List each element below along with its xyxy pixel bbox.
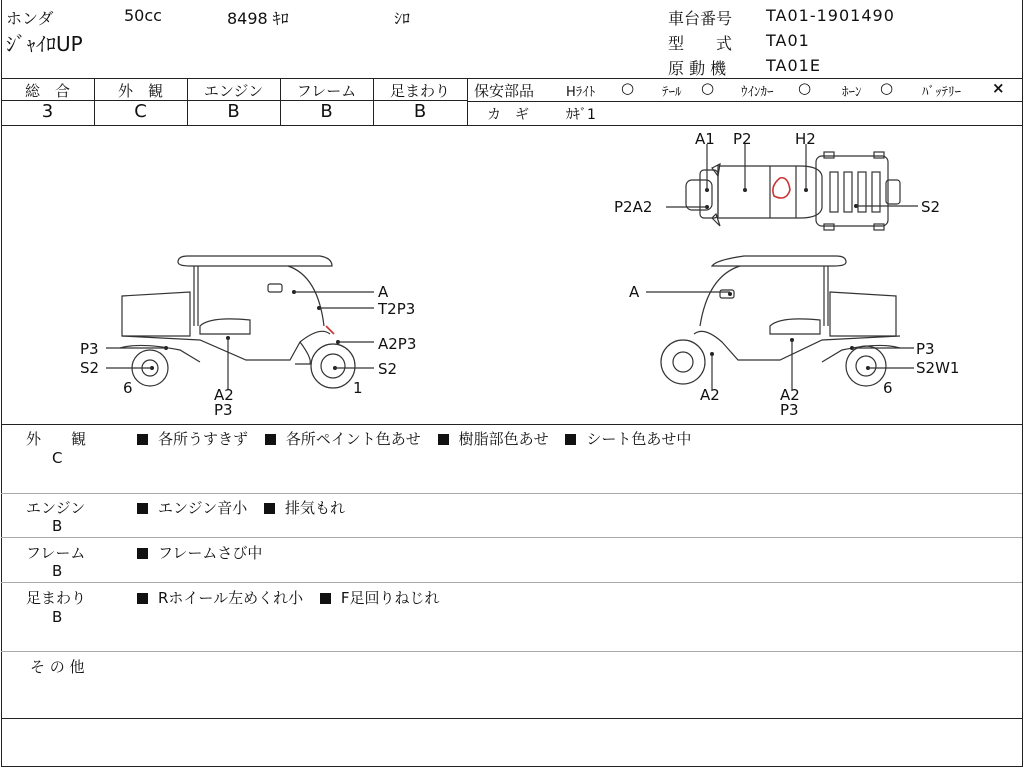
- displacement: 50cc: [124, 6, 162, 25]
- model-name: ｼﾞｬｲﾛUP: [6, 32, 83, 56]
- label-left-p3-bottom: P3: [214, 401, 233, 419]
- remark-label-suspension: 足まわり: [26, 589, 87, 607]
- remark-item: 各所ペイント色あせ: [285, 430, 421, 448]
- key-label: カ ギ: [487, 107, 529, 123]
- safety-mark-battery: ×: [992, 79, 1005, 97]
- engine: TA01E: [766, 56, 821, 75]
- grade-value-exterior: C: [134, 101, 147, 122]
- type-label: 型 式: [668, 34, 733, 53]
- label-right-a: A: [629, 283, 640, 301]
- remark-item: F足回りねじれ: [340, 589, 440, 607]
- safety-item-tail: ﾃｰﾙ: [662, 85, 682, 100]
- remark-label-frame: フレーム: [26, 544, 86, 562]
- label-top-a1: A1: [695, 130, 715, 148]
- remark-item: 排気もれ: [285, 499, 346, 517]
- key-value: ｶｷﾞ1: [566, 107, 596, 123]
- remark-grade-suspension: B: [52, 608, 63, 626]
- label-right-s2w1: S2W1: [916, 359, 960, 377]
- type: TA01: [766, 31, 810, 50]
- remark-item: シート色あせ中: [586, 430, 692, 448]
- grade-value-suspension: B: [413, 101, 427, 122]
- remark-item: フレームさび中: [158, 544, 263, 562]
- safety-item-winker: ｳｲﾝｶｰ: [741, 85, 774, 100]
- remark-grade-engine: B: [52, 517, 63, 535]
- label-left-a2p3: A2P3: [378, 335, 417, 353]
- remark-label-exterior: 外 観: [26, 430, 87, 448]
- engine-label: 原 動 機: [668, 59, 727, 78]
- remark-items-exterior: [137, 428, 703, 449]
- label-top-s2: S2: [921, 198, 941, 216]
- maker: ホンダ: [6, 9, 54, 28]
- color: ｼﾛ: [394, 9, 411, 28]
- grade-value-engine: B: [227, 101, 240, 122]
- remark-item: 樹脂部色あせ: [458, 430, 549, 448]
- label-right-a2-rear: A2: [780, 386, 800, 404]
- remark-grade-frame: B: [52, 562, 63, 580]
- remark-items-suspension: [137, 587, 452, 608]
- mileage: 8498 ｷﾛ: [227, 9, 289, 28]
- grade-label-exterior: 外 観: [117, 82, 163, 100]
- remark-item: Rホイール左めくれ小: [158, 589, 304, 607]
- label-right-6: 6: [883, 379, 893, 397]
- remark-item: エンジン音小: [158, 499, 248, 517]
- label-left-s2-right: S2: [378, 360, 398, 378]
- remark-items-frame: [137, 542, 274, 563]
- remark-label-engine: エンジン: [26, 499, 86, 517]
- top-view: [666, 144, 918, 230]
- grade-label-engine: エンジン: [203, 82, 264, 100]
- label-right-p3: P3: [916, 340, 935, 358]
- grade-label-frame: フレーム: [296, 82, 357, 100]
- safety-item-headlight: Hﾗｲﾄ: [566, 85, 596, 100]
- frame-no-label: 車台番号: [668, 9, 733, 28]
- safety-mark-winker: ○: [798, 79, 812, 97]
- remark-label-other: そ の 他: [30, 658, 85, 676]
- label-top-p2a2: P2A2: [614, 198, 653, 216]
- remark-item: 各所うすきず: [158, 430, 249, 448]
- label-left-a: A: [378, 283, 389, 301]
- safety-mark-tail: ○: [701, 79, 715, 97]
- grade-value-frame: B: [320, 101, 333, 122]
- label-left-1: 1: [353, 379, 363, 397]
- label-right-a2-front: A2: [700, 386, 720, 404]
- label-left-t2p3: T2P3: [378, 300, 416, 318]
- remark-items-engine: [137, 497, 357, 518]
- safety-item-battery: ﾊﾞｯﾃﾘｰ: [922, 85, 961, 100]
- grade-value-overall: 3: [41, 101, 54, 122]
- safety-item-horn: ﾎｰﾝ: [842, 85, 862, 100]
- label-left-a2: A2: [214, 386, 234, 404]
- frame-no: TA01-1901490: [766, 6, 895, 25]
- safety-mark-headlight: ○: [621, 79, 635, 97]
- safety-label: 保安部品: [474, 82, 535, 100]
- side-view-left: [106, 256, 374, 390]
- safety-mark-horn: ○: [880, 79, 894, 97]
- label-right-p3-bottom: P3: [780, 401, 799, 419]
- label-left-s2-left: S2: [80, 359, 100, 377]
- scooter-diagram: [0, 126, 1024, 426]
- label-top-p2: P2: [733, 130, 752, 148]
- label-left-p3: P3: [80, 340, 99, 358]
- side-view-right: [646, 256, 914, 390]
- grade-label-overall: 総 合: [24, 82, 70, 100]
- grade-label-suspension: 足まわり: [389, 82, 450, 100]
- label-left-6: 6: [123, 379, 133, 397]
- label-top-h2: H2: [795, 130, 816, 148]
- remark-grade-exterior: C: [52, 449, 63, 467]
